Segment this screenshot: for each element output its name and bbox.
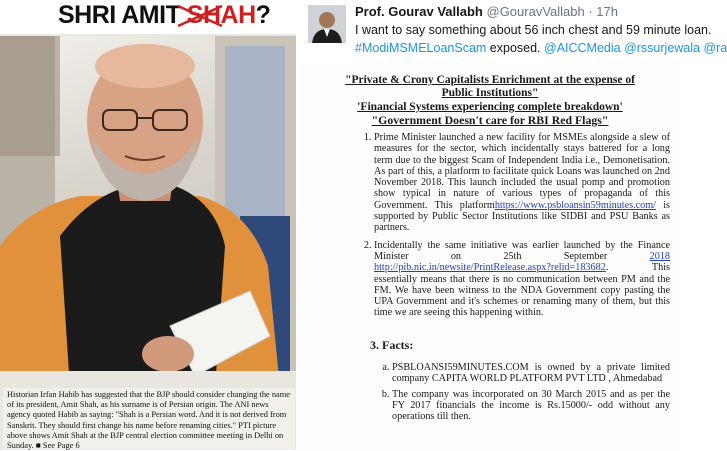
doc-heading-1b: Public Institutions" bbox=[441, 87, 539, 99]
person-photo-illustration bbox=[0, 36, 296, 388]
fact-item: b. The company was incorporated on 30 March 2015 and as per the FY 2017 financials the income is Rs.15000/- odd without any operations till then. bbox=[392, 389, 670, 423]
tweet-text-line1: I want to say something about 56 inch chest and 59 minute loan. bbox=[355, 23, 712, 37]
pib-link[interactable]: http://pib.nic.in/newsite/PrintRelease.aspx?relid=183682 bbox=[374, 262, 606, 274]
news-photo bbox=[0, 36, 296, 388]
tweet-text-mid: exposed. bbox=[486, 41, 544, 55]
newspaper-headline bbox=[0, 0, 296, 34]
doc-points bbox=[360, 132, 670, 325]
newspaper-clipping bbox=[0, 0, 296, 450]
tweet-author-name[interactable]: Prof. Gourav Vallabh bbox=[355, 4, 483, 19]
tweet bbox=[300, 0, 727, 62]
tweet-hashtag[interactable]: #ModiMSMELoanScam bbox=[355, 41, 487, 55]
headline-struck-word: SHAH bbox=[186, 1, 256, 29]
tweet-author-handle[interactable]: @GouravVallabh · 17h bbox=[486, 4, 618, 19]
doc-point-1: 1. Prime Minister launched a new facility for MSMEs alongside a slew of measures for the sector, which incidentally stays battered for a long term due to the biggest Scam of Independent India i.e., Demonetisation. As part of this, a platform to facilitate quick Loans was launched on 2nd November 2018. This launch included the usual pomp and promotion show typical in nature of various types of propaganda of this Government. This platformhttps://www.psbloansin59minutes.com/ is supported by Public Sector Institutions like SIDBI and PSU Banks as partners. bbox=[374, 132, 670, 234]
strike-x-icon bbox=[176, 2, 224, 30]
photo-caption: Historian Irfan Habib has suggested that the BJP should consider changing the name of its president, Amit Shah, as his surname is of Persian origin. The ANI news agency quoted Habib as saying: "Shah is a Persian word. And it is not derived from Sanskrit. They should first change his name before renaming cities." PTI picture above shows Amit Shah at the BJP central election committee meeting in Delhi on Sunday. ■ See Page 6 bbox=[3, 388, 295, 450]
year-link[interactable]: 2018 bbox=[649, 250, 670, 262]
facts-list bbox=[378, 362, 670, 426]
doc-point-2: 2. Incidentally the same initiative was earlier launched by the Finance Minister on 25th September 2018 http://pib.nic.in/newsite/PrintRelease.aspx?relid=183682. This essentially means that there is no communication between PM and the FM. We have been witness to the NDA Government copy pasting the UPA Government and it's schemes or renaming many of them, but this time we are seeing this happening within. bbox=[374, 240, 670, 319]
doc-heading-1a: "Private & Crony Capitalists Enrichment at the expense of bbox=[345, 74, 635, 86]
facts-heading: 3. Facts: bbox=[370, 338, 414, 352]
doc-heading-3: "Government Doesn't care for RBI Red Flags" bbox=[371, 113, 609, 127]
fact-item: a. PSBLOANSI59MINUTES.COM is owned by a private limited company CAPITA WORLD PLATFORM PVT LTD , Ahmedabad bbox=[392, 362, 670, 385]
headline-suffix: ? bbox=[255, 1, 271, 29]
doc-heading-2: 'Financial Systems experiencing complete breakdown' bbox=[357, 101, 623, 113]
avatar[interactable] bbox=[308, 5, 346, 43]
psbloans-link[interactable]: https://www.psbloansin59minutes.com/ bbox=[494, 199, 657, 211]
attached-document bbox=[300, 62, 680, 450]
user-avatar-icon bbox=[308, 5, 346, 43]
tweet-mentions[interactable]: @AICCMedia @rssurjewala @ra bbox=[544, 41, 727, 55]
headline-prefix: SHRI AMIT bbox=[58, 1, 187, 29]
